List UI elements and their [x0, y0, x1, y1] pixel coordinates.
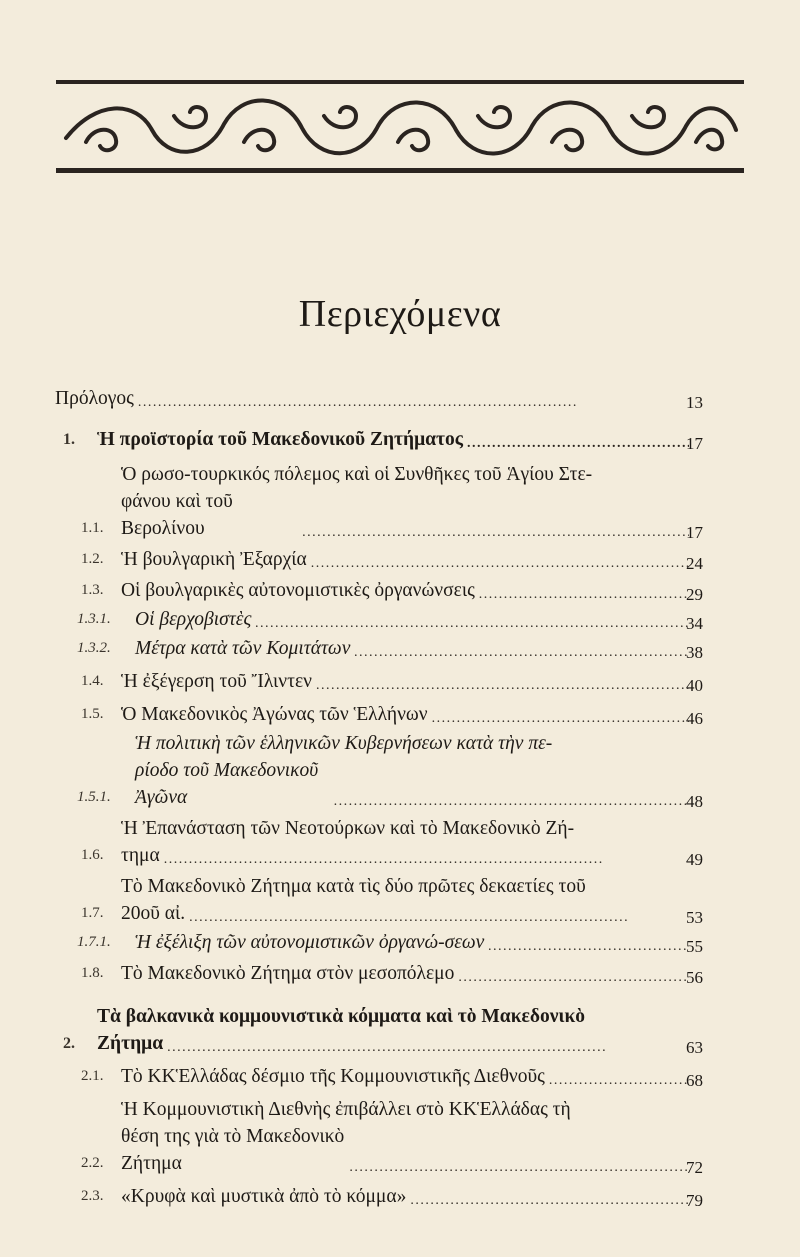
- toc-entry-1-6: [55, 815, 703, 869]
- toc-entry-1-3-1: [55, 606, 703, 633]
- toc-entry-page: 29: [686, 585, 703, 604]
- toc-entry-number: 1.7.1.: [77, 934, 111, 950]
- toc-entry-number: 1.3.: [81, 582, 104, 598]
- toc-entry-number: 1.8.: [81, 965, 104, 981]
- toc-entry-title: Ἡ πολιτικὴ τῶν ἑλληνικῶν Κυβερνήσεων κατὰ τὴν πε-: [135, 733, 553, 754]
- toc-entry-page: 53: [686, 908, 703, 927]
- toc-entry-1-7-1: [55, 929, 703, 956]
- toc-entry-title-cont: τημα: [121, 845, 160, 866]
- toc-entry-number: 1.4.: [81, 673, 104, 689]
- leader-dots: [349, 1154, 689, 1176]
- toc-entry-page: 17: [686, 434, 703, 453]
- leader-dots: [302, 519, 689, 541]
- toc-entry-title: Μέτρα κατὰ τῶν Κομιτάτων: [135, 638, 351, 659]
- toc-entry-number: 1.5.1.: [77, 789, 111, 805]
- toc-entry-title-cont: ρίοδο τοῦ Μακεδονικοῦ Ἀγῶνα: [135, 760, 319, 808]
- toc-entry-1-4: [55, 668, 703, 695]
- toc-entry-number: 1.2.: [81, 551, 104, 567]
- toc-entry-1-3: [55, 577, 703, 604]
- toc-entry-page: 72: [686, 1158, 703, 1177]
- toc-entry-title: Οἱ βερχοβιστὲς: [135, 609, 252, 630]
- toc-entry-title: Πρόλογος: [55, 388, 134, 409]
- toc-entry-page: 79: [686, 1191, 703, 1210]
- toc-entry-number: 1.3.2.: [77, 640, 111, 656]
- toc-entry-title-cont: Ζήτημα: [97, 1033, 164, 1054]
- toc-entry-2-1: [55, 1063, 703, 1090]
- toc-entry-number: 1.7.: [81, 905, 104, 921]
- leader-dots: [316, 672, 689, 694]
- toc-entry-page: 34: [686, 614, 703, 633]
- toc-entry-number: 1.5.: [81, 706, 104, 722]
- toc-entry-title: Τὰ βαλκανικὰ κομμουνιστικὰ κόμματα καὶ τὸ Μακεδονικὸ: [97, 1006, 586, 1027]
- toc-entry-page: 68: [686, 1071, 703, 1090]
- toc-entry-title: Τὸ ΚΚἙλλάδας δέσμιο τῆς Κομμουνιστικῆς Διεθνοῦς: [121, 1066, 545, 1087]
- toc-entry-2-2: [55, 1096, 703, 1177]
- toc-entry-number: 1.6.: [81, 847, 104, 863]
- toc-entry-page: 49: [686, 850, 703, 869]
- toc-entry-2-3: [55, 1183, 703, 1210]
- toc-entry-1-5: [55, 701, 703, 728]
- toc-entry-1-2: [55, 546, 703, 573]
- leader-dots: [138, 389, 689, 411]
- toc-entry-page: 55: [686, 937, 703, 956]
- toc-entry-page: 13: [686, 393, 703, 412]
- leader-dots: [255, 610, 689, 632]
- toc-entry-page: 17: [686, 523, 703, 542]
- leader-dots: [334, 788, 689, 810]
- toc-entry-number: 2.2.: [81, 1155, 104, 1171]
- page-title: Περιεχόμενα: [298, 293, 502, 335]
- toc-entry-title: Τὸ Μακεδονικὸ Ζήτημα κατὰ τὶς δύο πρῶτες δεκαετίες τοῦ: [121, 876, 586, 897]
- leader-dots: [167, 1034, 689, 1056]
- leader-dots: [432, 705, 689, 727]
- toc-entry-title: Ἡ Κομμουνιστικὴ Διεθνὴς ἐπιβάλλει στὸ ΚΚἙλλάδας τὴ: [121, 1099, 571, 1120]
- toc-entry-1-3-2: [55, 635, 703, 662]
- toc-entry-title: Ἡ Ἐπανάσταση τῶν Νεοτούρκων καὶ τὸ Μακεδονικὸ Ζή-: [121, 818, 575, 839]
- table-of-contents: [55, 385, 703, 1210]
- toc-entry-page: 38: [686, 643, 703, 662]
- toc-entry-title-cont: 20οῦ αἰ.: [121, 903, 186, 924]
- toc-entry-page: 24: [686, 554, 703, 573]
- toc-entry-page: 63: [686, 1038, 703, 1057]
- toc-entry-title: Ἡ βουλγαρικὴ Ἐξαρχία: [121, 549, 307, 570]
- toc-entry-title: Τὸ Μακεδονικὸ Ζήτημα στὸν μεσοπόλεμο: [121, 963, 455, 984]
- toc-entry-title: Ἡ ἐξέλιξη τῶν αὐτονομιστικῶν ὀργανώ-σεων: [135, 932, 485, 953]
- toc-entry-page: 56: [686, 968, 703, 987]
- toc-entry-chapter-2: [55, 1003, 703, 1057]
- leader-dots: [164, 846, 689, 868]
- toc-entry-number: 1.3.1.: [77, 611, 111, 627]
- toc-entry-chapter-1: [55, 426, 703, 453]
- toc-entry-page: 48: [686, 792, 703, 811]
- toc-entry-title: Ὁ ρωσο-τουρκικός πόλεμος καὶ οἱ Συνθῆκες τοῦ Ἁγίου Στε-: [121, 464, 593, 485]
- toc-entry-title: Ὁ Μακεδονικὸς Ἀγώνας τῶν Ἑλλήνων: [121, 704, 428, 725]
- toc-entry-title: «Κρυφὰ καὶ μυστικὰ ἀπὸ τὸ κόμμα»: [121, 1186, 407, 1207]
- leader-dots: [354, 639, 689, 661]
- toc-entry-number: 1.: [63, 431, 75, 448]
- toc-entry-title-cont: θέση της γιὰ τὸ Μακεδονικὸ Ζήτημα: [121, 1126, 345, 1174]
- leader-dots: [311, 550, 689, 572]
- toc-entry-title: Ἡ ἐξέγερση τοῦ Ἴλιντεν: [121, 671, 312, 692]
- leader-dots: [410, 1187, 689, 1209]
- toc-entry-page: 40: [686, 676, 703, 695]
- toc-entry-title: Οἱ βουλγαρικὲς αὐτονομιστικὲς ὀργανώνσεις: [121, 580, 475, 601]
- toc-entry-number: 2.1.: [81, 1068, 104, 1084]
- toc-entry-title-cont: φάνου καὶ τοῦ Βερολίνου: [121, 491, 233, 539]
- toc-entry-1-5-1: [55, 730, 703, 811]
- toc-entry-number: 2.3.: [81, 1188, 104, 1204]
- toc-entry-1-1: [55, 461, 703, 542]
- toc-entry-1-7: [55, 873, 703, 927]
- leader-dots: [189, 904, 689, 926]
- decorative-border-ornament: [56, 80, 744, 176]
- toc-entry-title: Ἡ προϊστορία τοῦ Μακεδονικοῦ Ζητήματος: [97, 429, 464, 450]
- toc-entry-1-8: [55, 960, 703, 987]
- toc-entry-prologue: [55, 385, 703, 412]
- toc-entry-page: 46: [686, 709, 703, 728]
- toc-entry-number: 1.1.: [81, 520, 104, 536]
- toc-entry-number: 2.: [63, 1035, 75, 1052]
